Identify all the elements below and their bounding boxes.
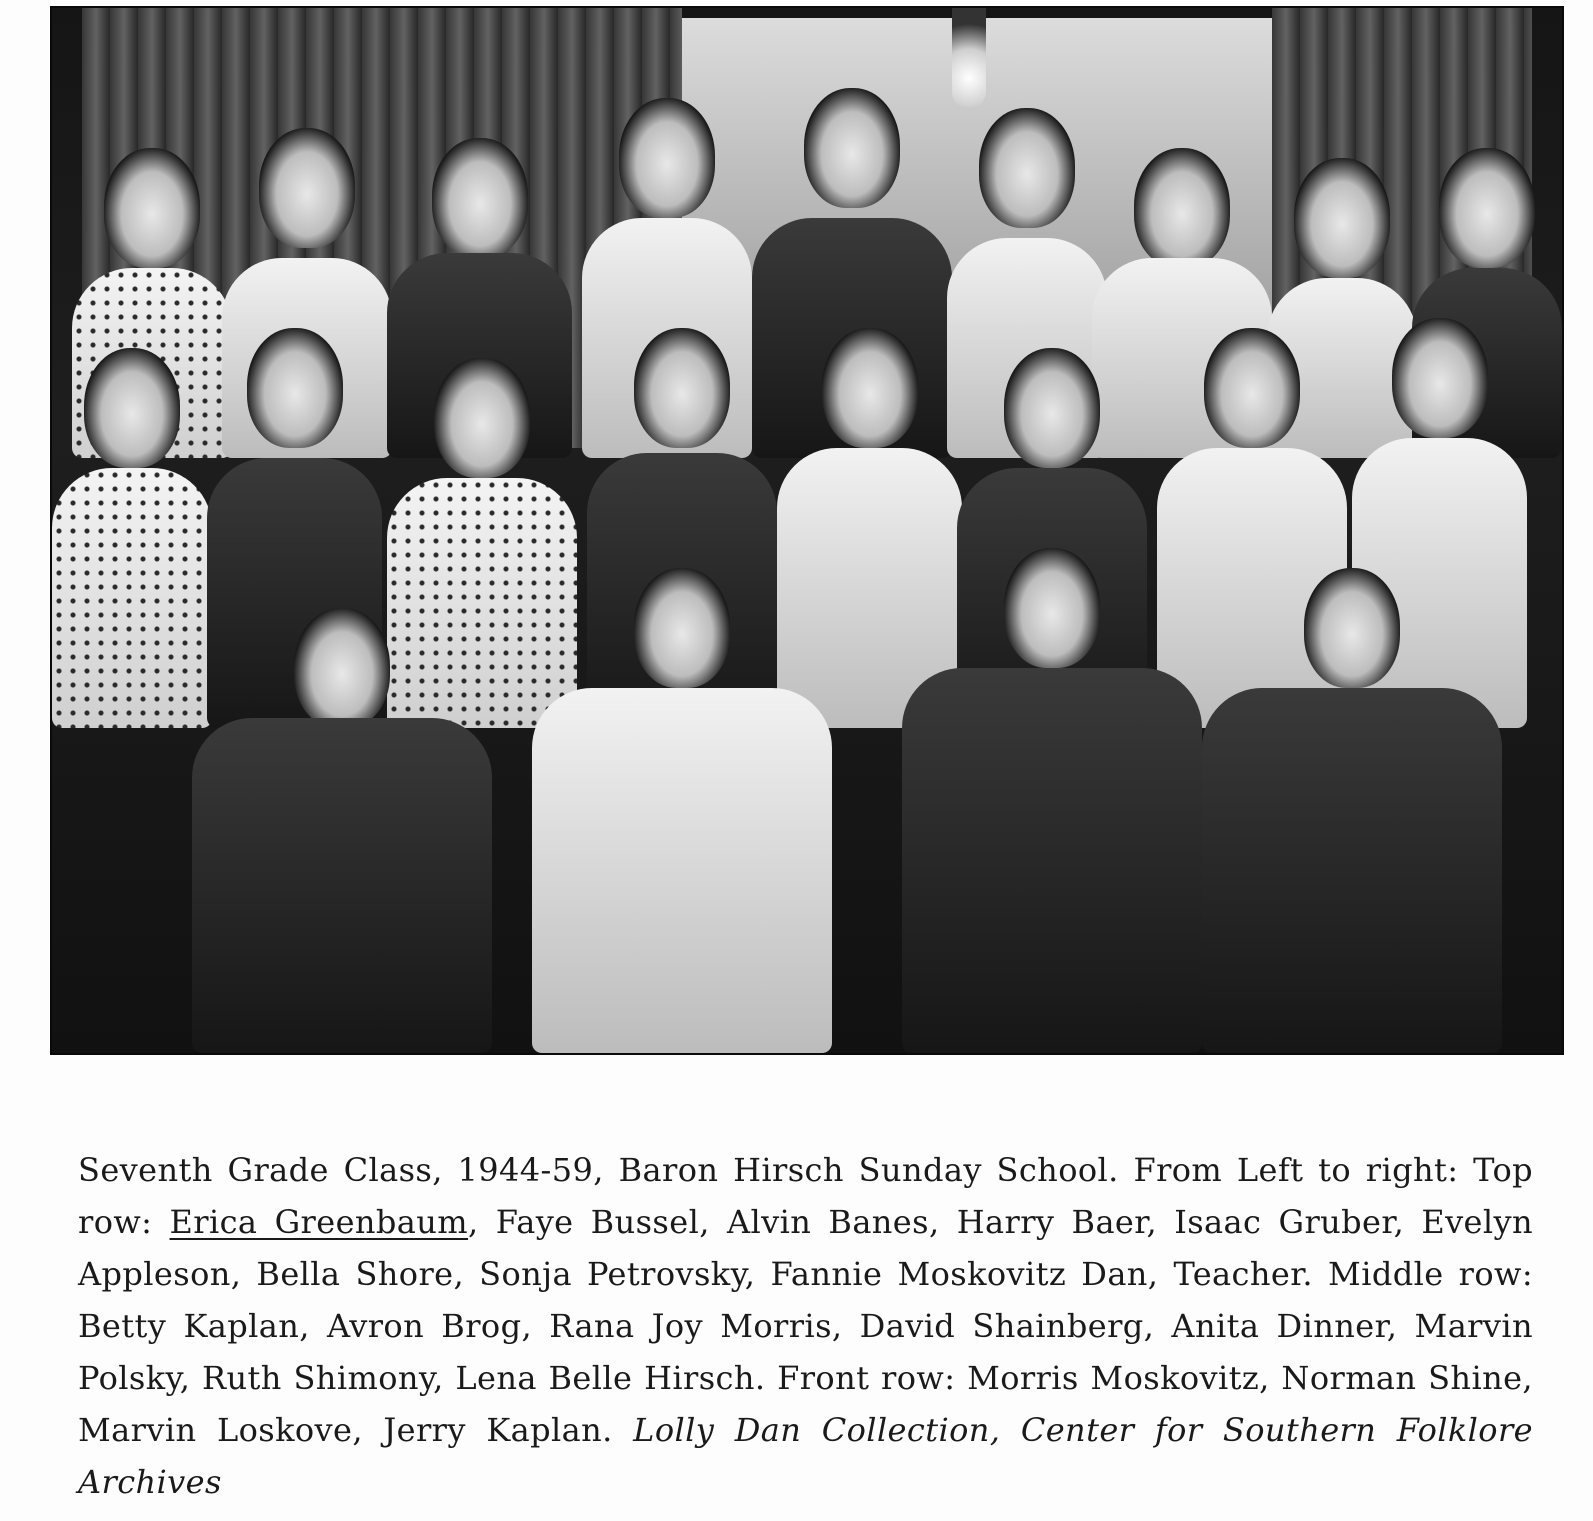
person-head [619, 98, 715, 218]
caption-top-row: , Faye Bussel, Alvin Banes, Harry Baer, Isaac Gruber, Evelyn Appleson, Bella Shore, Sonja Petrovsky, Fannie Moskovitz Dan, Teacher. [78, 1203, 1534, 1293]
person-head [1004, 548, 1100, 668]
person-head [1004, 348, 1100, 468]
person-head [1204, 328, 1300, 448]
person-figure [1202, 588, 1502, 1053]
photo-caption [78, 1144, 1533, 1508]
person-body [1202, 688, 1502, 1053]
person-head [434, 358, 530, 478]
person-head [104, 148, 200, 268]
person-head [634, 328, 730, 448]
person-figure [532, 588, 832, 1053]
person-head [259, 128, 355, 248]
person-body [532, 688, 832, 1053]
person-head [634, 568, 730, 688]
caption-middle-row: Middle row: Betty Kaplan, Avron Brog, Rana Joy Morris, David Shainberg, Anita Dinner, Marvin Polsky, Ruth Shimony, Lena Belle Hirsch. [78, 1255, 1534, 1397]
collection-credit: Lolly Dan Collection, Center for Southern Folklore Archives [78, 1411, 1534, 1501]
caption-front-row: Front row: Morris Moskovitz, Norman Shine, Marvin Loskove, Jerry Kaplan. [78, 1359, 1533, 1449]
person-head [1134, 148, 1230, 268]
person-head [84, 348, 180, 468]
person-body [192, 718, 492, 1053]
person-head [804, 88, 900, 208]
person-head [1392, 318, 1488, 438]
person-head [1304, 568, 1400, 688]
person-head [1439, 148, 1535, 268]
class-photograph [52, 8, 1562, 1053]
person-head [432, 138, 528, 258]
person-head [822, 328, 918, 448]
handwritten-underline-name: Erica Greenbaum [169, 1203, 469, 1241]
person-head [247, 328, 343, 448]
person-figure [902, 588, 1202, 1053]
person-head [1294, 158, 1390, 278]
person-body [902, 668, 1202, 1053]
person-figure [192, 588, 492, 1053]
ceiling-lamp [952, 8, 986, 108]
caption-intro: Seventh Grade Class, 1944-59, Baron Hirsch Sunday School. From Left to right: Top row: [78, 1151, 1533, 1241]
person-head [294, 608, 390, 728]
person-head [979, 108, 1075, 228]
front-row [52, 588, 1562, 1053]
